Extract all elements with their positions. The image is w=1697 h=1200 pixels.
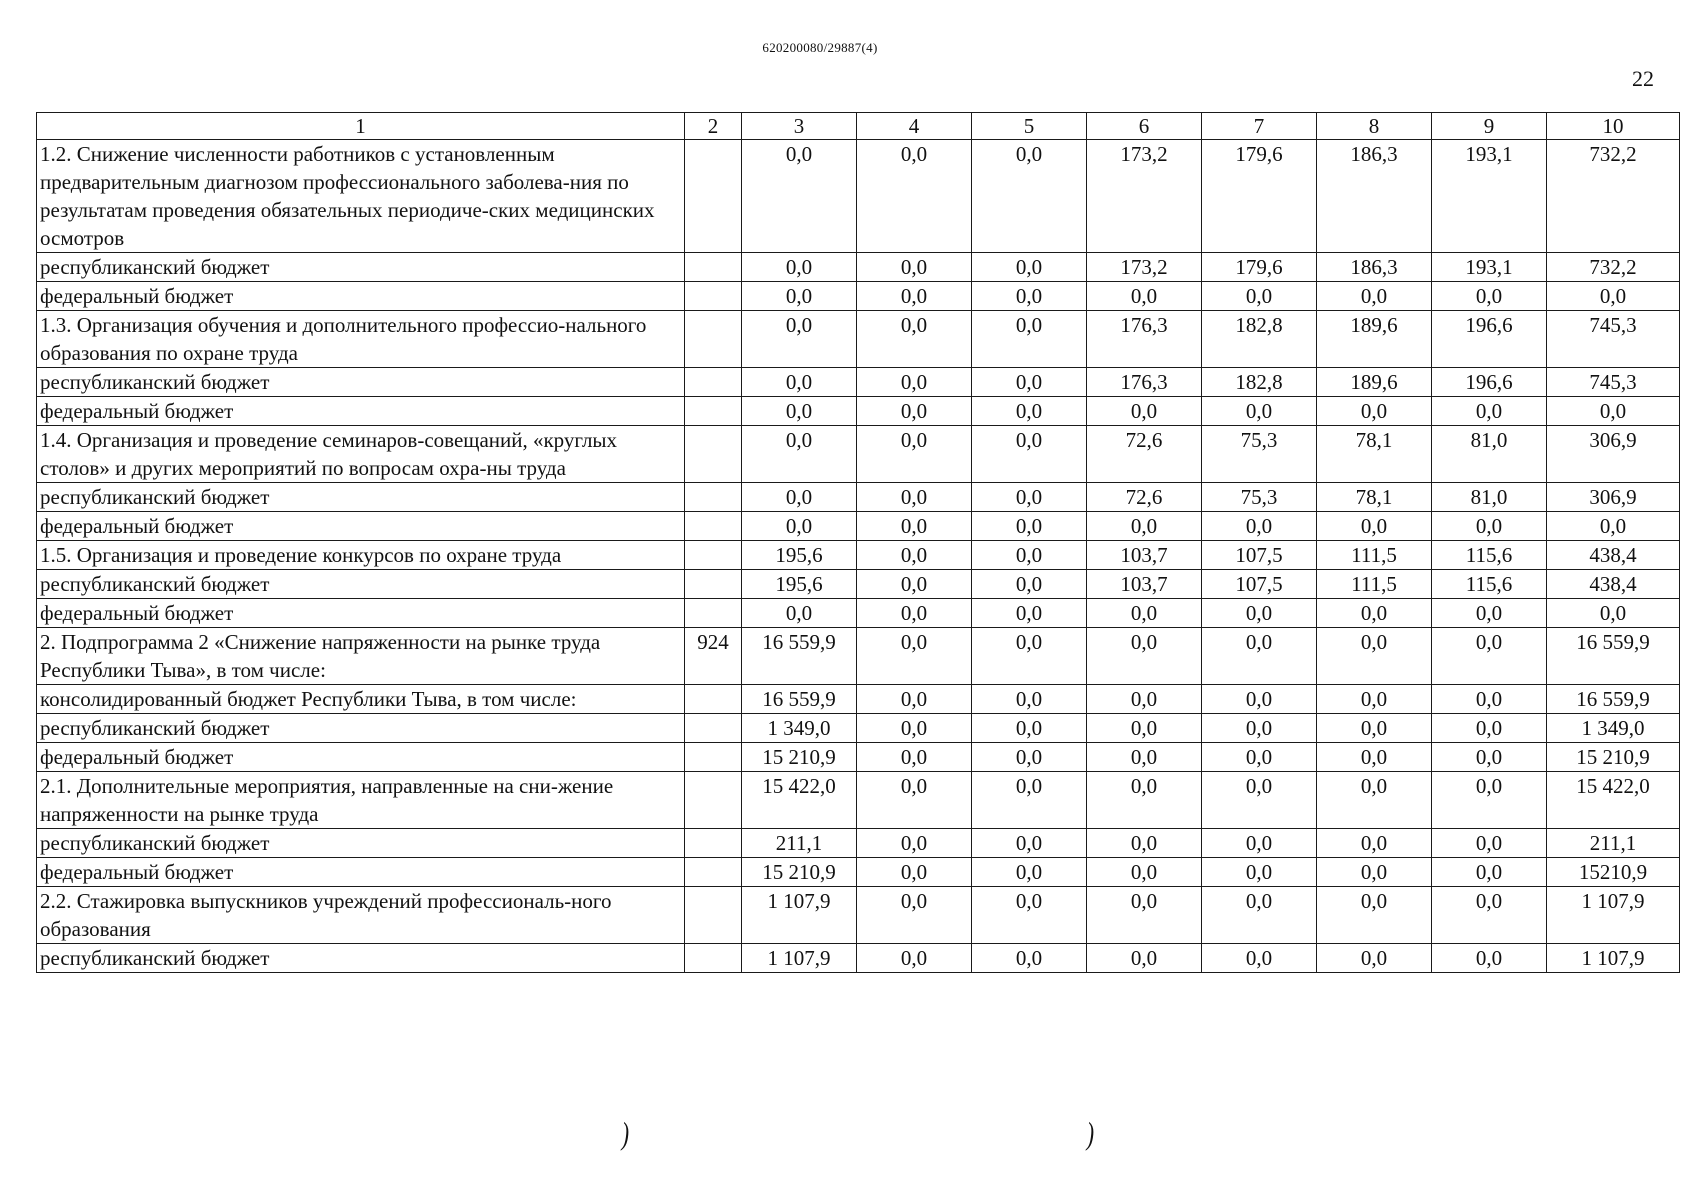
row-label: республиканский бюджет	[37, 714, 685, 743]
value-cell: 0,0	[857, 282, 972, 311]
value-cell: 306,9	[1547, 426, 1680, 483]
value-cell: 0,0	[1087, 397, 1202, 426]
table-row	[37, 512, 1680, 541]
value-cell: 0,0	[1432, 714, 1547, 743]
value-cell: 15 210,9	[742, 743, 857, 772]
value-cell: 0,0	[1432, 512, 1547, 541]
value-cell: 173,2	[1087, 253, 1202, 282]
value-cell: 0,0	[972, 368, 1087, 397]
value-cell: 306,9	[1547, 483, 1680, 512]
value-cell: 15 210,9	[1547, 743, 1680, 772]
value-cell: 0,0	[1087, 685, 1202, 714]
table-row	[37, 944, 1680, 973]
value-cell: 75,3	[1202, 426, 1317, 483]
value-cell: 0,0	[857, 368, 972, 397]
value-cell: 0,0	[972, 426, 1087, 483]
value-cell: 107,5	[1202, 541, 1317, 570]
row-code	[685, 140, 742, 253]
value-cell: 196,6	[1432, 368, 1547, 397]
value-cell: 0,0	[1087, 282, 1202, 311]
table-row	[37, 628, 1680, 685]
value-cell: 78,1	[1317, 483, 1432, 512]
row-label: федеральный бюджет	[37, 282, 685, 311]
value-cell: 0,0	[972, 829, 1087, 858]
value-cell: 176,3	[1087, 311, 1202, 368]
value-cell: 16 559,9	[742, 628, 857, 685]
column-header: 6	[1087, 113, 1202, 140]
row-label: 1.2. Снижение численности работников с установленным предварительным диагнозом профессионального заболева-ния по результатам проведения обязательных периодиче-ских медицинских осмотров	[37, 140, 685, 253]
row-label: 2.2. Стажировка выпускников учреждений профессиональ-ного образования	[37, 887, 685, 944]
value-cell: 176,3	[1087, 368, 1202, 397]
value-cell: 189,6	[1317, 368, 1432, 397]
value-cell: 0,0	[1317, 743, 1432, 772]
column-header: 5	[972, 113, 1087, 140]
value-cell: 0,0	[1087, 599, 1202, 628]
row-code	[685, 541, 742, 570]
row-code	[685, 772, 742, 829]
value-cell: 0,0	[1202, 714, 1317, 743]
row-label: республиканский бюджет	[37, 368, 685, 397]
value-cell: 0,0	[1317, 397, 1432, 426]
row-label: федеральный бюджет	[37, 397, 685, 426]
value-cell: 189,6	[1317, 311, 1432, 368]
value-cell: 0,0	[1432, 858, 1547, 887]
row-label: республиканский бюджет	[37, 944, 685, 973]
table-header-row	[37, 113, 1680, 140]
value-cell: 16 559,9	[1547, 628, 1680, 685]
value-cell: 0,0	[1547, 512, 1680, 541]
budget-table	[36, 112, 1680, 973]
value-cell: 0,0	[1087, 858, 1202, 887]
value-cell: 0,0	[1087, 743, 1202, 772]
value-cell: 0,0	[1432, 829, 1547, 858]
handwritten-mark-right: )	[1086, 1115, 1095, 1151]
value-cell: 0,0	[1432, 628, 1547, 685]
value-cell: 0,0	[1317, 282, 1432, 311]
value-cell: 186,3	[1317, 253, 1432, 282]
row-label: республиканский бюджет	[37, 253, 685, 282]
table-row	[37, 311, 1680, 368]
value-cell: 0,0	[857, 887, 972, 944]
value-cell: 195,6	[742, 570, 857, 599]
value-cell: 0,0	[972, 397, 1087, 426]
row-label: республиканский бюджет	[37, 829, 685, 858]
row-label: федеральный бюджет	[37, 512, 685, 541]
value-cell: 0,0	[857, 599, 972, 628]
value-cell: 0,0	[1202, 829, 1317, 858]
value-cell: 0,0	[742, 512, 857, 541]
value-cell: 15 422,0	[1547, 772, 1680, 829]
value-cell: 732,2	[1547, 253, 1680, 282]
value-cell: 0,0	[972, 944, 1087, 973]
value-cell: 15 422,0	[742, 772, 857, 829]
value-cell: 0,0	[742, 282, 857, 311]
value-cell: 173,2	[1087, 140, 1202, 253]
value-cell: 0,0	[1432, 599, 1547, 628]
value-cell: 0,0	[857, 772, 972, 829]
value-cell: 0,0	[1317, 772, 1432, 829]
value-cell: 1 349,0	[1547, 714, 1680, 743]
row-code	[685, 483, 742, 512]
value-cell: 0,0	[857, 311, 972, 368]
row-code	[685, 714, 742, 743]
table-row	[37, 541, 1680, 570]
value-cell: 196,6	[1432, 311, 1547, 368]
row-label: 2. Подпрограмма 2 «Снижение напряженности на рынке труда Республики Тыва», в том числе:	[37, 628, 685, 685]
value-cell: 0,0	[1317, 685, 1432, 714]
value-cell: 0,0	[1087, 772, 1202, 829]
value-cell: 107,5	[1202, 570, 1317, 599]
table-row	[37, 714, 1680, 743]
value-cell: 0,0	[1202, 685, 1317, 714]
table-row	[37, 829, 1680, 858]
value-cell: 0,0	[857, 541, 972, 570]
value-cell: 72,6	[1087, 483, 1202, 512]
value-cell: 0,0	[857, 685, 972, 714]
value-cell: 0,0	[1432, 772, 1547, 829]
value-cell: 0,0	[857, 858, 972, 887]
value-cell: 0,0	[1202, 858, 1317, 887]
value-cell: 0,0	[857, 426, 972, 483]
table-row	[37, 368, 1680, 397]
value-cell: 0,0	[972, 570, 1087, 599]
row-label: 2.1. Дополнительные мероприятия, направленные на сни-жение напряженности на рынке труда	[37, 772, 685, 829]
value-cell: 0,0	[1202, 397, 1317, 426]
value-cell: 0,0	[972, 887, 1087, 944]
value-cell: 0,0	[1087, 887, 1202, 944]
row-code	[685, 397, 742, 426]
column-header: 3	[742, 113, 857, 140]
value-cell: 0,0	[1317, 944, 1432, 973]
value-cell: 0,0	[742, 140, 857, 253]
row-label: федеральный бюджет	[37, 858, 685, 887]
value-cell: 75,3	[1202, 483, 1317, 512]
value-cell: 745,3	[1547, 368, 1680, 397]
value-cell: 0,0	[1317, 628, 1432, 685]
value-cell: 0,0	[972, 858, 1087, 887]
table-row	[37, 282, 1680, 311]
table-row	[37, 743, 1680, 772]
row-code: 924	[685, 628, 742, 685]
value-cell: 0,0	[1317, 512, 1432, 541]
row-label: 1.4. Организация и проведение семинаров-совещаний, «круглых столов» и других мероприятий по вопросам охра-ны труда	[37, 426, 685, 483]
value-cell: 0,0	[972, 140, 1087, 253]
column-header: 4	[857, 113, 972, 140]
value-cell: 0,0	[1317, 714, 1432, 743]
value-cell: 103,7	[1087, 570, 1202, 599]
table-row	[37, 253, 1680, 282]
row-label: 1.3. Организация обучения и дополнительного профессио-нального образования по охране труда	[37, 311, 685, 368]
value-cell: 81,0	[1432, 426, 1547, 483]
value-cell: 0,0	[1547, 397, 1680, 426]
value-cell: 0,0	[972, 282, 1087, 311]
table-row	[37, 772, 1680, 829]
value-cell: 103,7	[1087, 541, 1202, 570]
value-cell: 0,0	[972, 541, 1087, 570]
value-cell: 193,1	[1432, 253, 1547, 282]
value-cell: 179,6	[1202, 253, 1317, 282]
value-cell: 0,0	[857, 512, 972, 541]
value-cell: 0,0	[857, 253, 972, 282]
value-cell: 0,0	[1547, 282, 1680, 311]
value-cell: 193,1	[1432, 140, 1547, 253]
value-cell: 0,0	[1432, 282, 1547, 311]
value-cell: 16 559,9	[1547, 685, 1680, 714]
value-cell: 0,0	[972, 743, 1087, 772]
value-cell: 179,6	[1202, 140, 1317, 253]
value-cell: 0,0	[1317, 599, 1432, 628]
page-number: 22	[1632, 66, 1654, 91]
value-cell: 195,6	[742, 541, 857, 570]
value-cell: 78,1	[1317, 426, 1432, 483]
table-row	[37, 483, 1680, 512]
value-cell: 0,0	[972, 483, 1087, 512]
value-cell: 0,0	[1202, 628, 1317, 685]
value-cell: 0,0	[1547, 599, 1680, 628]
value-cell: 1 349,0	[742, 714, 857, 743]
value-cell: 182,8	[1202, 311, 1317, 368]
value-cell: 0,0	[1317, 887, 1432, 944]
row-code	[685, 426, 742, 483]
value-cell: 0,0	[972, 512, 1087, 541]
value-cell: 0,0	[857, 570, 972, 599]
value-cell: 0,0	[1087, 829, 1202, 858]
value-cell: 211,1	[742, 829, 857, 858]
value-cell: 1 107,9	[1547, 944, 1680, 973]
row-label: республиканский бюджет	[37, 570, 685, 599]
value-cell: 0,0	[857, 829, 972, 858]
value-cell: 732,2	[1547, 140, 1680, 253]
value-cell: 0,0	[742, 368, 857, 397]
value-cell: 16 559,9	[742, 685, 857, 714]
value-cell: 0,0	[742, 599, 857, 628]
value-cell: 0,0	[742, 483, 857, 512]
value-cell: 0,0	[1202, 887, 1317, 944]
row-code	[685, 599, 742, 628]
value-cell: 0,0	[1202, 282, 1317, 311]
value-cell: 0,0	[857, 140, 972, 253]
table-row	[37, 858, 1680, 887]
value-cell: 111,5	[1317, 541, 1432, 570]
value-cell: 0,0	[972, 253, 1087, 282]
row-code	[685, 685, 742, 714]
table-row	[37, 426, 1680, 483]
value-cell: 0,0	[972, 685, 1087, 714]
row-code	[685, 829, 742, 858]
row-code	[685, 311, 742, 368]
value-cell: 0,0	[1432, 685, 1547, 714]
value-cell: 0,0	[857, 628, 972, 685]
value-cell: 1 107,9	[742, 944, 857, 973]
value-cell: 115,6	[1432, 570, 1547, 599]
value-cell: 0,0	[1432, 944, 1547, 973]
value-cell: 15 210,9	[742, 858, 857, 887]
value-cell: 0,0	[742, 253, 857, 282]
value-cell: 115,6	[1432, 541, 1547, 570]
table-row	[37, 887, 1680, 944]
value-cell: 0,0	[972, 772, 1087, 829]
value-cell: 0,0	[1432, 887, 1547, 944]
value-cell: 0,0	[857, 714, 972, 743]
row-code	[685, 570, 742, 599]
table-row	[37, 140, 1680, 253]
row-label: федеральный бюджет	[37, 599, 685, 628]
value-cell: 186,3	[1317, 140, 1432, 253]
value-cell: 0,0	[972, 714, 1087, 743]
value-cell: 0,0	[1202, 944, 1317, 973]
value-cell: 0,0	[742, 311, 857, 368]
row-label: федеральный бюджет	[37, 743, 685, 772]
value-cell: 0,0	[1432, 397, 1547, 426]
value-cell: 0,0	[972, 599, 1087, 628]
handwritten-mark-left: )	[621, 1115, 630, 1151]
value-cell: 438,4	[1547, 570, 1680, 599]
table-row	[37, 570, 1680, 599]
value-cell: 438,4	[1547, 541, 1680, 570]
column-header: 9	[1432, 113, 1547, 140]
value-cell: 0,0	[972, 311, 1087, 368]
row-code	[685, 858, 742, 887]
row-code	[685, 282, 742, 311]
table-row	[37, 685, 1680, 714]
column-header: 2	[685, 113, 742, 140]
column-header: 8	[1317, 113, 1432, 140]
column-header: 7	[1202, 113, 1317, 140]
value-cell: 0,0	[1202, 743, 1317, 772]
value-cell: 745,3	[1547, 311, 1680, 368]
value-cell: 0,0	[1087, 628, 1202, 685]
value-cell: 1 107,9	[1547, 887, 1680, 944]
value-cell: 0,0	[1317, 829, 1432, 858]
row-code	[685, 253, 742, 282]
row-label: консолидированный бюджет Республики Тыва, в том числе:	[37, 685, 685, 714]
value-cell: 81,0	[1432, 483, 1547, 512]
value-cell: 211,1	[1547, 829, 1680, 858]
value-cell: 0,0	[1202, 512, 1317, 541]
value-cell: 0,0	[857, 743, 972, 772]
value-cell: 0,0	[1087, 714, 1202, 743]
value-cell: 0,0	[857, 483, 972, 512]
value-cell: 0,0	[1087, 944, 1202, 973]
value-cell: 0,0	[742, 397, 857, 426]
table-row	[37, 599, 1680, 628]
table-body	[37, 140, 1680, 973]
value-cell: 0,0	[857, 397, 972, 426]
table-row	[37, 397, 1680, 426]
value-cell: 0,0	[1087, 512, 1202, 541]
value-cell: 1 107,9	[742, 887, 857, 944]
column-header: 10	[1547, 113, 1680, 140]
row-code	[685, 944, 742, 973]
document-id: 620200080/29887(4)	[762, 40, 878, 55]
value-cell: 0,0	[857, 944, 972, 973]
value-cell: 0,0	[1432, 743, 1547, 772]
row-code	[685, 368, 742, 397]
value-cell: 0,0	[742, 426, 857, 483]
row-code	[685, 512, 742, 541]
value-cell: 111,5	[1317, 570, 1432, 599]
value-cell: 0,0	[1202, 599, 1317, 628]
value-cell: 0,0	[972, 628, 1087, 685]
value-cell: 72,6	[1087, 426, 1202, 483]
value-cell: 0,0	[1317, 858, 1432, 887]
value-cell: 15210,9	[1547, 858, 1680, 887]
value-cell: 182,8	[1202, 368, 1317, 397]
row-code	[685, 887, 742, 944]
row-label: республиканский бюджет	[37, 483, 685, 512]
value-cell: 0,0	[1202, 772, 1317, 829]
column-header: 1	[37, 113, 685, 140]
row-code	[685, 743, 742, 772]
row-label: 1.5. Организация и проведение конкурсов по охране труда	[37, 541, 685, 570]
